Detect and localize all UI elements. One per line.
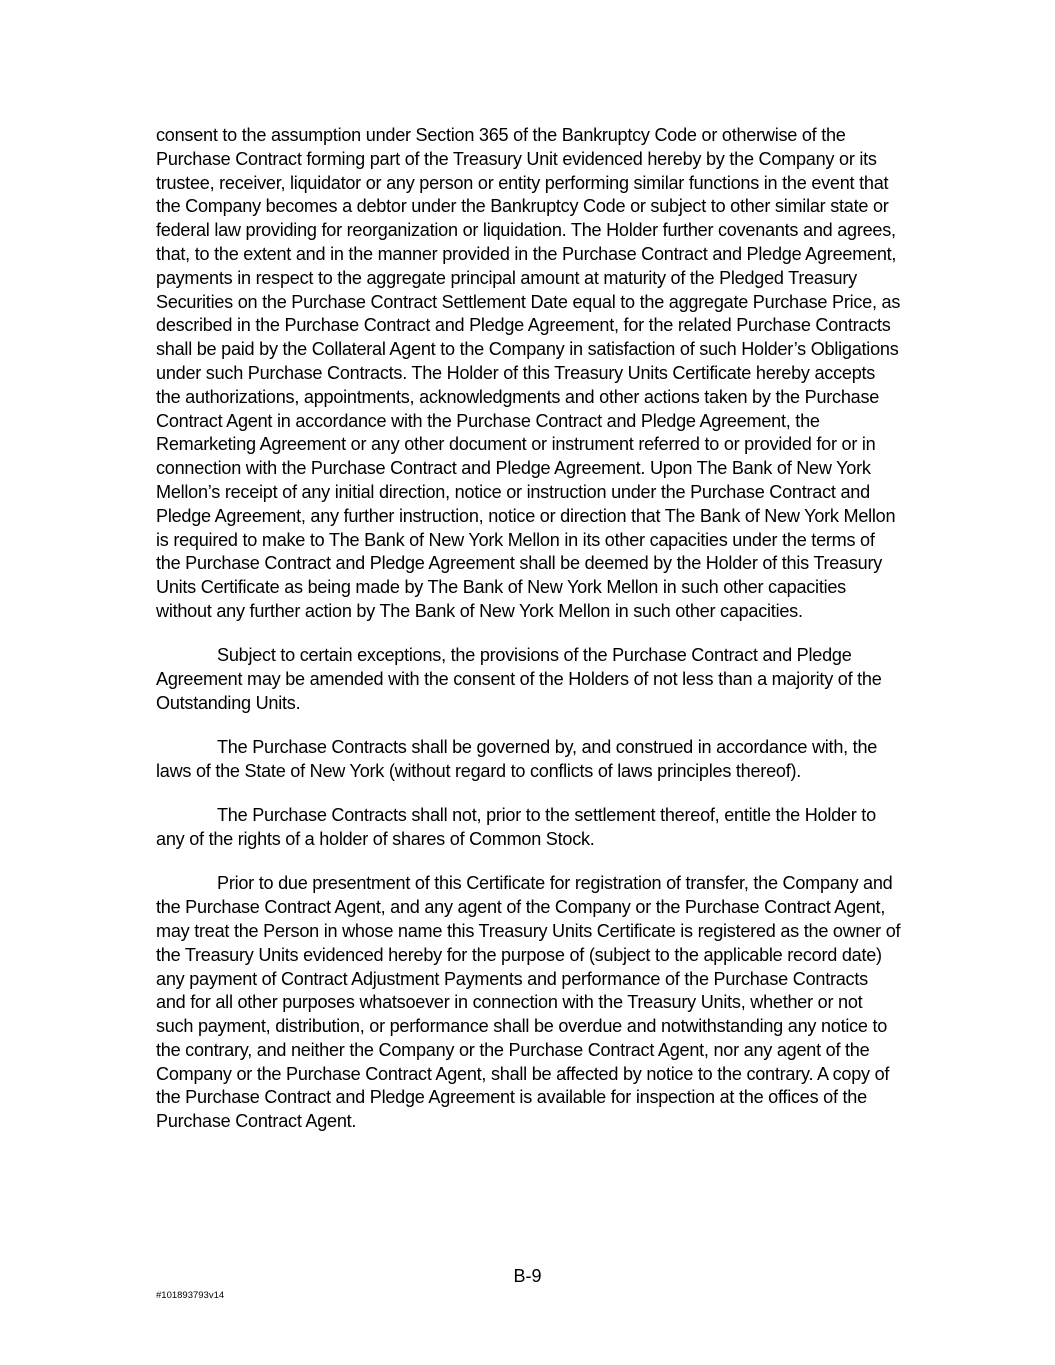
paragraph-registration-transfer: Prior to due presentment of this Certificate for registration of transfer, the Company and the Purchase Contract Agent, and any agent of the Company or the Purchase Contract Agent, may treat the Person in whose name this Treasury Units Certificate is registered as the owner of the Treasury Units evidenced hereby for the purpose of (subject to the applicable record date) any payment of Contract Adjustment Payments and performance of the Purchase Contracts and for all other purposes whatsoever in connection with the Treasury Units, whether or not such payment, distribution, or performance shall be overdue and notwithstanding any notice to the contrary, and neither the Company or the Purchase Contract Agent, nor any agent of the Company or the Purchase Contract Agent, shall be affected by notice to the contrary. A copy of the Purchase Contract and Pledge Agreement is available for inspection at the offices of the Purchase Contract Agent.	[156, 873, 901, 1132]
document-body	[156, 124, 902, 1155]
paragraph-holder-rights: The Purchase Contracts shall not, prior to the settlement thereof, entitle the Holder to any of the rights of a holder of shares of Common Stock.	[156, 805, 876, 850]
paragraph-continuation: consent to the assumption under Section 365 of the Bankruptcy Code or otherwise of the Purchase Contract forming part of the Treasury Unit evidenced hereby by the Company or its trustee, receiver, liquidator or any person or entity performing similar functions in the event that the Company becomes a debtor under the Bankruptcy Code or subject to other similar state or federal law providing for reorganization or liquidation. The Holder further covenants and agrees, that, to the extent and in the manner provided in the Purchase Contract and Pledge Agreement, payments in respect to the aggregate principal amount at maturity of the Pledged Treasury Securities on the Purchase Contract Settlement Date equal to the aggregate Purchase Price, as described in the Purchase Contract and Pledge Agreement, for the related Purchase Contracts shall be paid by the Collateral Agent to the Company in satisfaction of such Holder’s Obligations under such Purchase Contracts. The Holder of this Treasury Units Certificate hereby accepts the authorizations, appointments, acknowledgments and other actions taken by the Purchase Contract Agent in accordance with the Purchase Contract and Pledge Agreement, the Remarketing Agreement or any other document or instrument referred to or provided for or in connection with the Purchase Contract and Pledge Agreement. Upon The Bank of New York Mellon’s receipt of any initial direction, notice or instruction under the Purchase Contract and Pledge Agreement, any further instruction, notice or direction that The Bank of New York Mellon is required to make to The Bank of New York Mellon in its other capacities under the terms of the Purchase Contract and Pledge Agreement shall be deemed by the Holder of this Treasury Units Certificate as being made by The Bank of New York Mellon in such other capacities without any further action by The Bank of New York Mellon in such other capacities.	[156, 125, 901, 621]
page-number: B-9	[513, 1266, 542, 1286]
paragraph-amendment: Subject to certain exceptions, the provisions of the Purchase Contract and Pledge Agreement may be amended with the consent of the Holders of not less than a majority of the Outstanding Units.	[156, 645, 882, 713]
document-id: #101893793v14	[156, 1290, 225, 1301]
paragraph-governing-law: The Purchase Contracts shall be governed by, and construed in accordance with, the laws of the State of New York (without regard to conflicts of laws principles thereof).	[156, 737, 878, 781]
